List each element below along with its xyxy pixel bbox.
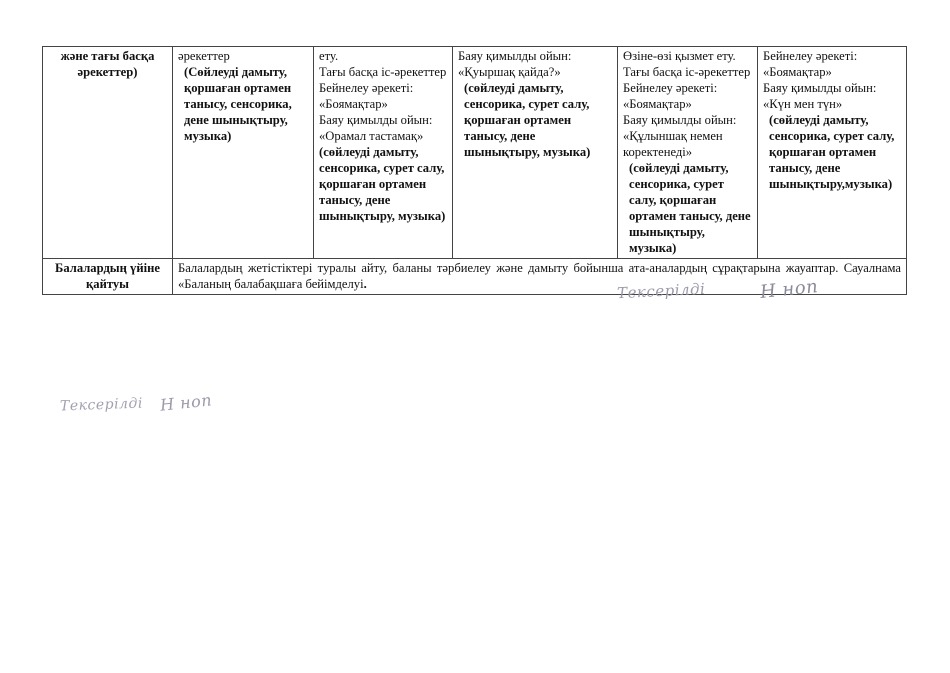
cell-text: Бейнелеу әрекеті: «Боямақтар» [623,81,718,111]
cell-bold-text: (сөйлеуді дамыту, сенсорика, сурет салу, қоршаған ортамен танысу, дене шынықтыру,музыка) [769,113,895,191]
cell-bold-text: (сөйлеуді дамыту, сенсорика, сурет салу, қоршаған ортамен танысу, дене шынықтыру, музыка) [319,145,446,223]
cell-text: Баяу қимылды ойын: «Құлыншақ немен коректенеді» [623,113,737,159]
signature-initials-bottom [159,390,213,414]
cell-text: Балалардың жетістіктері туралы айту, баланы тәрбиелеу және дамыту бойынша ата-аналардың сұрақтарына жауаптар. Сауалнама «Баланың балабақшаға бейімделуі [178,261,901,291]
cell-text: әрекеттер [178,49,230,63]
cell-text: Баяу қимылды ойын: «Қуыршақ қайда?» [458,49,572,79]
row-heading-activities [43,47,173,259]
table-row-activities [43,47,907,259]
cell-going-home [173,259,907,295]
table-row-going-home [43,259,907,295]
cell-text: Тағы басқа іс-әрекеттер [319,65,447,79]
cell-bold-text: (сөйлеуді дамыту, сенсорика, сурет салу, қоршаған ортамен танысу, дене шынықтыру, музыка) [464,81,591,159]
cell-text: Өзіне-өзі қызмет ету. [623,49,736,63]
cell-text-end: . [363,277,367,291]
cell-text: Бейнелеу әрекеті: «Боямақтар» [319,81,414,111]
cell-monday [173,47,314,259]
row-heading-going-home [43,259,173,295]
cell-text: Бейнелеу әрекеті: «Боямақтар» [763,49,858,79]
signature-word: Тексерілді [59,395,144,415]
cell-bold-text: (Сөйлеуді дамыту, қоршаған ортамен танысу, сенсорика, дене шынықтыру, музыка) [184,65,292,143]
cell-friday [758,47,907,259]
signature-checked-bottom [60,396,143,415]
cell-text: Тағы басқа іс-әрекеттер [623,65,751,79]
schedule-table [42,46,907,295]
cell-text: ету. [319,49,339,63]
row-heading-text: және тағы басқа әрекеттер) [60,49,155,79]
cell-wednesday [453,47,618,259]
cell-text: Баяу қимылды ойын: «Күн мен түн» [763,81,877,111]
cell-text: Баяу қимылды ойын: «Орамал тастамақ» [319,113,433,143]
cell-thursday [618,47,758,259]
cell-bold-text: (сөйлеуді дамыту, сенсорика, сурет салу, қоршаған ортамен танысу, дене шынықтыру, музыка) [629,161,751,255]
cell-tuesday [314,47,453,259]
row-heading-text: Балалардың үйіне қайтуы [55,261,160,291]
signature-initial-text: Н ноп [159,390,213,415]
signature-word: Тексерілді [616,279,706,303]
signature-initial-text: Н ноп [759,276,820,303]
